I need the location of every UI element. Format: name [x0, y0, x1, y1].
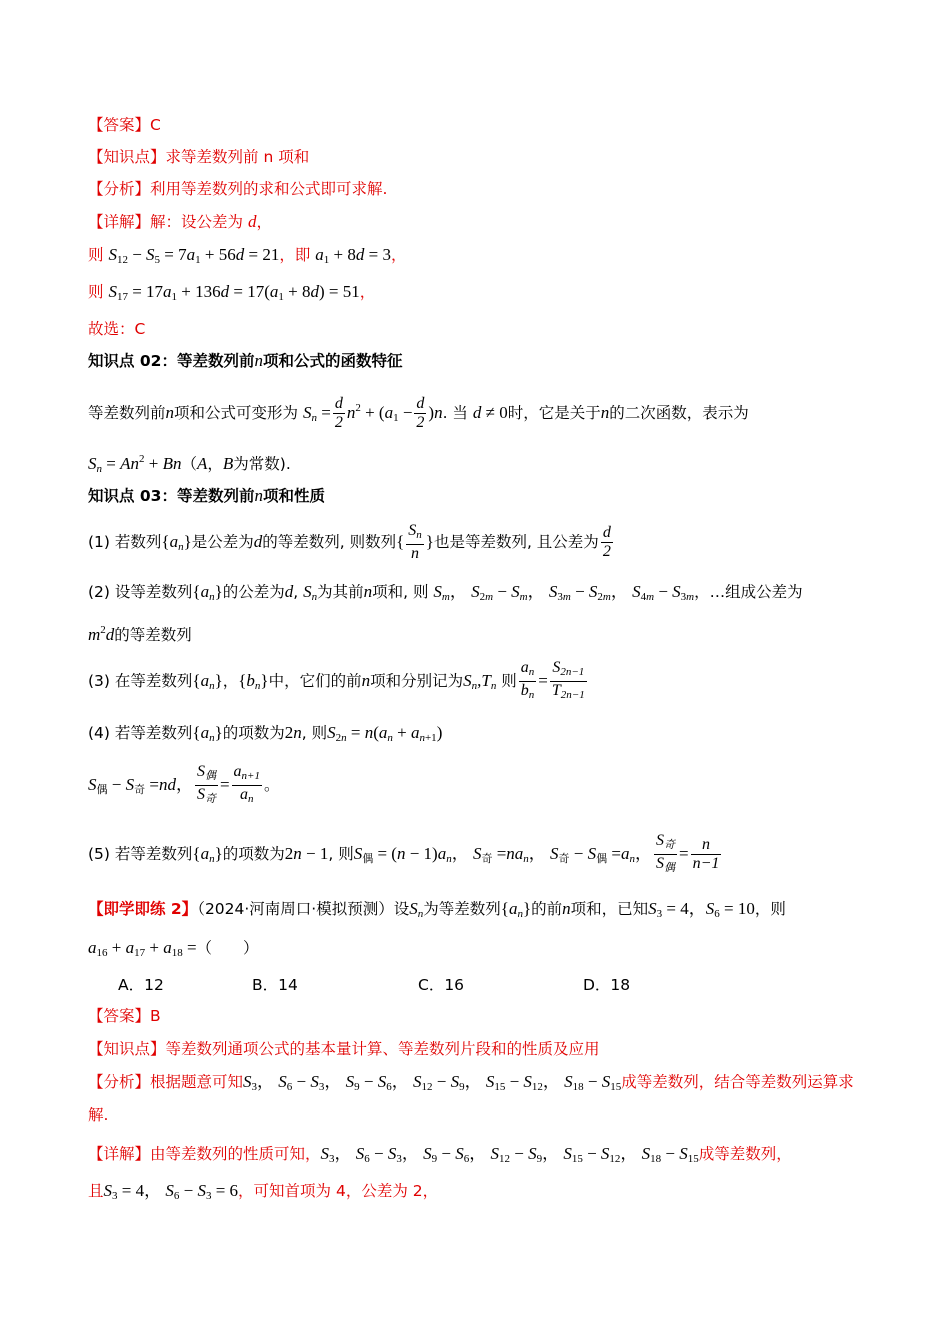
kp03-p3-c: 中，它们的前 [268, 672, 362, 690]
kp-tag: 【知识点】 [88, 148, 166, 166]
kp03-p3-d: 项和分别记为 [370, 672, 464, 690]
conclusion-line: 故选：C [88, 320, 146, 338]
ex2-detail-a: 由等差数列的性质可知， [150, 1145, 321, 1163]
kp03-p2-d: 为其前 [317, 583, 364, 601]
option-d[interactable]: D．18 [583, 976, 631, 994]
kp02-form-note: （ [181, 455, 197, 473]
ex2-answer-value: B [150, 1007, 161, 1025]
ex2-answer-tag: 【答案】 [88, 1007, 151, 1025]
kp03-p3-a: (3) 在等差数列 [88, 672, 193, 690]
option-b[interactable]: B．14 [252, 976, 298, 994]
kp03-p5-b: 的项数为 [222, 845, 285, 863]
kp03-p3-b: ， [222, 672, 239, 690]
kp02-text-c: . 当 [442, 404, 468, 422]
kp03-p2-e: 项和, 则 [372, 583, 429, 601]
kp02-text-b: 项和公式可变形为 [174, 404, 299, 422]
ex2-detail-b: 成等差数列， [698, 1145, 792, 1163]
kp03-p5-c: , 则 [328, 845, 354, 863]
ex2-analysis-tag: 【分析】 [88, 1073, 151, 1091]
kp03-p5-a: (5) 若等差数列 [88, 845, 193, 863]
option-a[interactable]: A．12 [118, 976, 164, 994]
step1-formula: $S_{12} - S_5 = 7a_1 + 56d = 21$ [108, 245, 280, 266]
ex2-detail2-b: ，可知首项为 4，公差为 2， [238, 1182, 439, 1200]
kp02-heading-a: 知识点 02：等差数列前 [88, 352, 255, 370]
detail-line [88, 211, 272, 233]
kp02-heading-b: 项和公式的函数特征 [262, 352, 403, 370]
kp03-p2: (2) 设等差数列$\{a_n\}$的公差为d, $S_n$为其前n项和, 则 $S_m$， $S_{2m} - S_m$， $S_{3m} - S_{2m}$， $S_{4m} - S_{3m}$，…组成公差为 [88, 582, 803, 603]
kp02-text-a: 等差数列前 [88, 404, 166, 422]
kp03-p4-end: 。 [263, 776, 280, 794]
kp03-p2-b: 的公差为 [222, 583, 285, 601]
step1-end: ， [390, 246, 407, 264]
detail-text: 解：设公差为 [150, 213, 248, 231]
ex2-q-a: 为等差数列 [423, 900, 501, 918]
kp03-p1-d: 也是等差数列, 且公差为 [433, 533, 599, 551]
kp03-p2b: $m^2d$的等差数列 [88, 624, 192, 644]
answer-line [88, 114, 161, 136]
kp03-p2-f: ，…组成公差为 [694, 583, 803, 601]
answer-tag: 【答案】 [88, 116, 151, 134]
step2-line [88, 281, 375, 308]
kp02-text-d: 时，它是关于 [507, 404, 601, 422]
fraction-d-2: $\frac{d}{2}$ [334, 395, 343, 431]
step1-mid: ，即 [279, 246, 311, 264]
kp02-text: 等差数列前n项和公式可变形为 $S_n$ = $\frac{d}{2}$ $n^2 + (a_1$ − $\frac{d}{2}$ )n. 当 d ≠ 0时，它是关于n的二次函数，表示为 [88, 395, 749, 431]
ex2-tag: 【即学即练 2】 [88, 900, 198, 918]
ex2-question: 【即学即练 2】（2024·河南周口·模拟预测）设$S_n$为等差数列$\{a_n\}$的前n项和，已知$S_3 = 4$，$S_6 = 10$，则 [88, 899, 786, 920]
kp03-p1-a: (1) 若数列 [88, 533, 162, 551]
kp02-form-a: ， [207, 455, 223, 473]
fraction-an1-an: $\frac{a_{n+1}}{a_n}$ [232, 763, 262, 808]
ex2-analysis-a: 根据题意可知 [150, 1073, 244, 1091]
ex2-answer [88, 1005, 161, 1027]
ex2-q-c: 项和，已知 [570, 900, 649, 918]
kp03-p2-a: (2) 设等差数列 [88, 583, 193, 601]
kp-text: 求等差数列前 n 项和 [165, 148, 310, 166]
kp03-heading-b: 项和性质 [262, 487, 325, 505]
kp03-heading [88, 485, 325, 507]
kp02-form-formula: $S_n = An^2 + Bn$ [88, 453, 182, 475]
knowledge-point-line [88, 146, 309, 168]
kp03-p1-b: 是公差为 [191, 533, 254, 551]
analysis-line [88, 178, 387, 200]
ex2-detail: 【详解】由等差数列的性质可知，$S_3$， $S_6 - S_3$， $S_9 - S_6$， $S_{12} - S_9$， $S_{15} - S_{12}$， $S_{18} - S_{15}$成等差数列， [88, 1144, 792, 1165]
kp03-p4-b: 的项数为 [222, 724, 285, 742]
ex2-question-2: $a_{16} + a_{17} + a_{18}$ =（ ） [88, 938, 259, 959]
option-c[interactable]: C．16 [418, 976, 465, 994]
detail-end: ， [256, 213, 272, 231]
step1-formula-2: $a_1 + 8d = 3$ [315, 245, 391, 266]
kp02-formula: $S_n$ = [302, 403, 331, 424]
analysis-text: 利用等差数列的求和公式即可求解. [150, 180, 388, 198]
answer-value: C [150, 116, 161, 134]
fraction-even-odd: $\frac{S_偶}{S_奇}$ [195, 763, 218, 808]
kp03-p4-a: (4) 若等差数列 [88, 724, 193, 742]
fraction-d-2c: $\frac{d}{2}$ [602, 524, 611, 560]
ex2-detail-tag: 【详解】 [88, 1145, 151, 1163]
step1-prefix: 则 [88, 246, 104, 264]
ex2-kp-tag: 【知识点】 [88, 1040, 166, 1058]
ex2-kp-text: 等差数列通项公式的基本量计算、等差数列片段和的性质及应用 [165, 1040, 600, 1058]
step1-line [88, 244, 406, 271]
fraction-an-bn: $\frac{a_n}{b_n}$ [519, 659, 537, 704]
detail-tag: 【详解】 [88, 213, 151, 231]
kp03-p3-e: 则 [501, 672, 517, 690]
fraction-sn-n: $\frac{S_n}{n}$ [408, 522, 422, 562]
kp02-heading [88, 350, 402, 372]
ex2-q-b: 的前 [531, 900, 563, 918]
fraction-odd-even: $\frac{S_奇}{S_偶}$ [654, 832, 677, 877]
kp02-heading-var: n [254, 351, 263, 370]
ex2-source: （2024·河南周口·模拟预测）设 [197, 900, 410, 918]
ex2-analysis-b: 成等差数列，结合等差数列运算求 [621, 1073, 854, 1091]
step2-formula: $S_{17} = 17a_1 + 136d = 17(a_1 + 8d) = 51$ [108, 282, 360, 303]
kp03-p3: (3) 在等差数列$\{a_n\}$，$\{b_n\}$中，它们的前n项和分别记为$S_n,T_n$ 则 $\frac{a_n}{b_n}$ = $\frac{S_{2n-1}}{T_{2n-1}}$ [88, 657, 589, 710]
kp03-p4-c: , 则 [301, 724, 328, 742]
ex2-detail-2: 且$S_3 = 4$， $S_6 - S_3 = 6$，可知首项为 4，公差为 2， [88, 1181, 439, 1202]
fraction-n-n1: $\frac{n}{n-1}$ [692, 836, 720, 872]
kp02-form: $S_n = An^2 + Bn(A$，B为常数). [88, 453, 291, 475]
ex2-analysis: 【分析】根据题意可知$S_3$， $S_6 - S_3$， $S_9 - S_6$， $S_{12} - S_9$， $S_{15} - S_{12}$， $S_{18} - S_{15}$成等差数列，结合等差数列运算求 [88, 1072, 854, 1093]
kp03-heading-var: n [254, 486, 263, 505]
fraction-s-t: $\frac{S_{2n-1}}{T_{2n-1}}$ [550, 659, 587, 704]
kp03-p4: (4) 若等差数列$\{a_n\}$的项数为2n, 则$S_{2n} = n(a_n + a_{n+1})$ [88, 723, 443, 744]
ex2-kp [88, 1038, 600, 1060]
kp03-p4b: $S_偶 - S_奇 =nd$， $\frac{S_偶}{S_奇}$ = $\frac{a_{n+1}}{a_n}$ 。 [88, 760, 279, 815]
kp03-p5: (5) 若等差数列$\{a_n\}$的项数为2n − 1, 则$S_偶 = (n - 1)a_n$， $S_奇 =na_n$， $S_奇 - S_偶 =a_n$， $\frac{S_奇}{S_偶}$ = $\frac{n}{n-1}$ [88, 829, 723, 884]
step2-prefix: 则 [88, 283, 104, 301]
step2-end: ， [359, 283, 376, 301]
ex2-q-d: ，则 [754, 900, 786, 918]
kp03-p2-c: , [293, 583, 304, 601]
kp02-form-b: 为常数). [233, 455, 291, 473]
analysis-tag: 【分析】 [88, 180, 151, 198]
kp03-p2-g: 的等差数列 [114, 626, 192, 644]
ex2-analysis-2: 解. [88, 1106, 109, 1124]
kp02-text-e: 的二次函数，表示为 [609, 404, 749, 422]
ex2-paren: （ ） [196, 939, 259, 957]
fraction-d-2b: $\frac{d}{2}$ [416, 395, 425, 431]
ex2-detail2-a: 且 [88, 1182, 104, 1200]
detail-var: d [247, 212, 257, 231]
kp03-heading-a: 知识点 03：等差数列前 [88, 487, 255, 505]
kp03-p1-c: 的等差数列, 则数列 [262, 533, 397, 551]
kp03-p1: (1) 若数列$\{a_n\}$是公差为d的等差数列, 则数列{ $\frac{S_n}{n}$ }也是等差数列, 且公差为 $\frac{d}{2}$ [88, 522, 611, 562]
